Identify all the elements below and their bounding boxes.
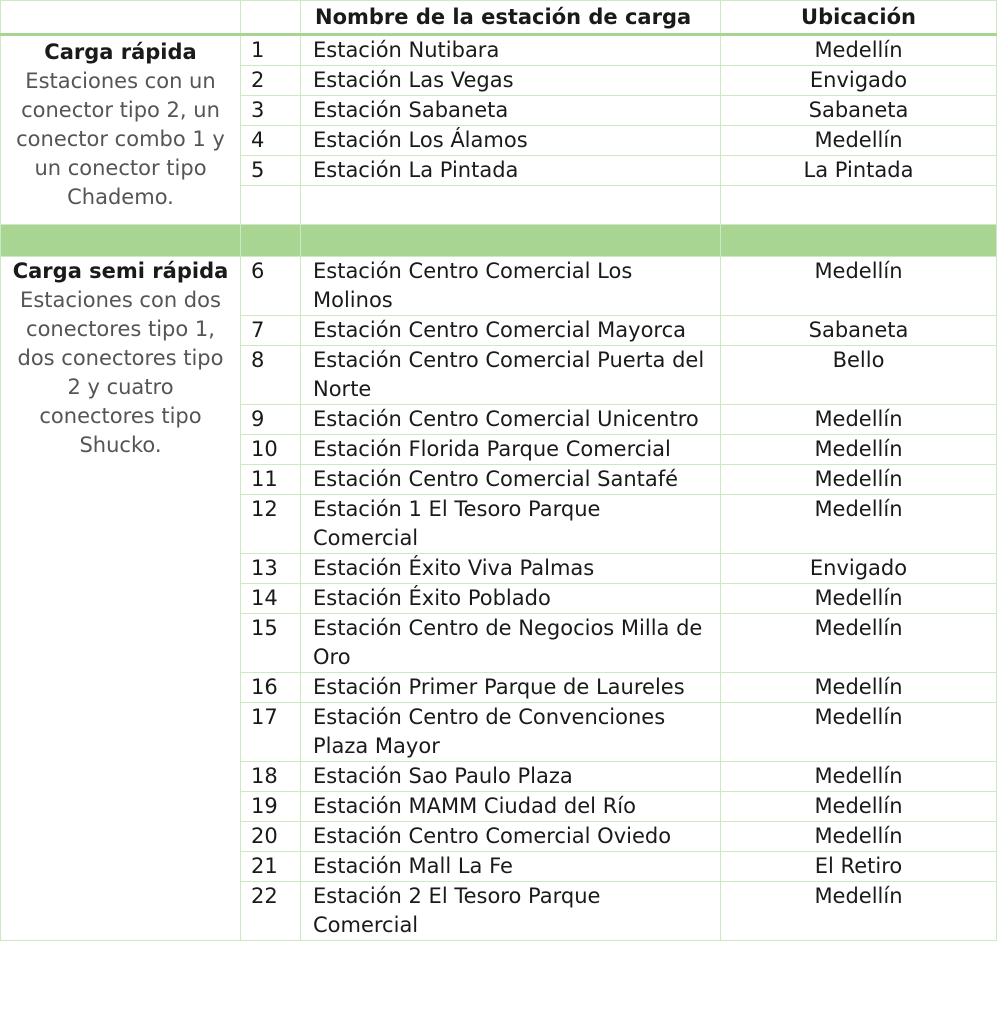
station-location: El Retiro (721, 852, 997, 882)
station-name: Estación Florida Parque Comercial (301, 435, 721, 465)
station-location: La Pintada (721, 156, 997, 186)
separator-cell (721, 225, 997, 257)
header-station-name: Nombre de la estación de carga (301, 1, 721, 35)
station-name: Estación Sao Paulo Plaza (301, 762, 721, 792)
header-number (241, 1, 301, 35)
semi-fast-charge-description: Estaciones con dos conectores tipo 1, dos conectores tipo 2 y cuatro conectores tipo Shucko. (17, 288, 224, 457)
station-number: 18 (241, 762, 301, 792)
station-name: Estación Primer Parque de Laureles (301, 673, 721, 703)
station-name: Estación Centro Comercial Puerta del Norte (301, 346, 721, 405)
fast-charge-title: Carga rápida (44, 40, 197, 64)
blank-cell (721, 186, 997, 225)
station-location: Medellín (721, 792, 997, 822)
fast-charge-category-cell (1, 35, 241, 225)
station-number: 16 (241, 673, 301, 703)
station-number: 21 (241, 852, 301, 882)
station-number: 19 (241, 792, 301, 822)
station-location: Medellín (721, 673, 997, 703)
station-location: Envigado (721, 554, 997, 584)
station-name: Estación Centro Comercial Unicentro (301, 405, 721, 435)
header-category (1, 1, 241, 35)
station-location: Medellín (721, 762, 997, 792)
station-name: Estación Centro Comercial Los Molinos (301, 257, 721, 316)
station-location: Medellín (721, 495, 997, 554)
station-location: Medellín (721, 465, 997, 495)
station-location: Medellín (721, 126, 997, 156)
station-name: Estación Centro de Negocios Milla de Oro (301, 614, 721, 673)
station-name: Estación Centro Comercial Mayorca (301, 316, 721, 346)
separator-cell (241, 225, 301, 257)
separator-cell (1, 225, 241, 257)
station-location: Medellín (721, 435, 997, 465)
station-number: 22 (241, 882, 301, 941)
station-number: 2 (241, 66, 301, 96)
station-location: Medellín (721, 257, 997, 316)
header-location: Ubicación (721, 1, 997, 35)
fast-charge-description: Estaciones con un conector tipo 2, un conector combo 1 y un conector tipo Chademo. (16, 69, 225, 209)
station-name: Estación Las Vegas (301, 66, 721, 96)
blank-cell (301, 186, 721, 225)
station-location: Bello (721, 346, 997, 405)
station-location: Medellín (721, 405, 997, 435)
station-number: 6 (241, 257, 301, 316)
header-row (1, 1, 997, 35)
station-number: 12 (241, 495, 301, 554)
station-name: Estación Mall La Fe (301, 852, 721, 882)
station-number: 3 (241, 96, 301, 126)
station-number: 10 (241, 435, 301, 465)
semi-fast-charge-category-cell (1, 257, 241, 941)
station-location: Sabaneta (721, 96, 997, 126)
semi-fast-charge-title: Carga semi rápida (12, 259, 229, 283)
station-name: Estación Nutibara (301, 35, 721, 66)
station-name: Estación 1 El Tesoro Parque Comercial (301, 495, 721, 554)
station-location: Medellín (721, 35, 997, 66)
station-name: Estación Centro Comercial Santafé (301, 465, 721, 495)
station-name: Estación La Pintada (301, 156, 721, 186)
table-row (1, 257, 997, 316)
station-location: Medellín (721, 822, 997, 852)
station-name: Estación Centro Comercial Oviedo (301, 822, 721, 852)
station-number: 7 (241, 316, 301, 346)
station-location: Medellín (721, 703, 997, 762)
station-name: Estación Éxito Poblado (301, 584, 721, 614)
station-number: 1 (241, 35, 301, 66)
station-location: Medellín (721, 614, 997, 673)
separator-row (1, 225, 997, 257)
station-name: Estación Sabaneta (301, 96, 721, 126)
station-name: Estación Centro de Convenciones Plaza Mayor (301, 703, 721, 762)
station-number: 5 (241, 156, 301, 186)
station-name: Estación 2 El Tesoro Parque Comercial (301, 882, 721, 941)
blank-cell (241, 186, 301, 225)
station-location: Medellín (721, 882, 997, 941)
table-row (1, 35, 997, 66)
station-number: 15 (241, 614, 301, 673)
station-location: Medellín (721, 584, 997, 614)
station-name: Estación Los Álamos (301, 126, 721, 156)
station-number: 14 (241, 584, 301, 614)
station-name: Estación MAMM Ciudad del Río (301, 792, 721, 822)
station-location: Envigado (721, 66, 997, 96)
station-number: 17 (241, 703, 301, 762)
separator-cell (301, 225, 721, 257)
station-number: 8 (241, 346, 301, 405)
station-number: 20 (241, 822, 301, 852)
station-number: 9 (241, 405, 301, 435)
station-number: 4 (241, 126, 301, 156)
station-number: 13 (241, 554, 301, 584)
station-location: Sabaneta (721, 316, 997, 346)
station-number: 11 (241, 465, 301, 495)
station-name: Estación Éxito Viva Palmas (301, 554, 721, 584)
